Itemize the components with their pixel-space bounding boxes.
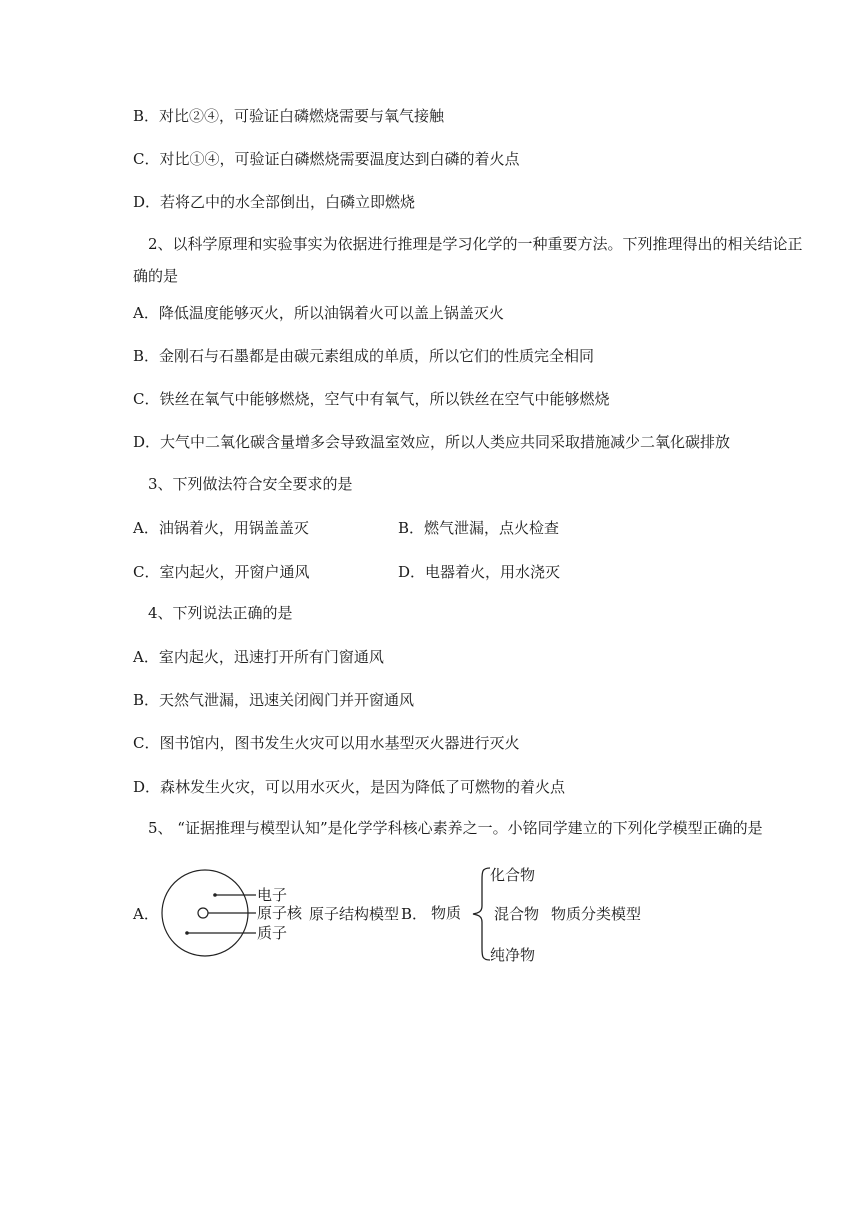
- q2-option-a: A．降低温度能够灭火，所以油锅着火可以盖上锅盖灭火: [133, 304, 504, 322]
- q1-option-c: C．对比①④，可验证白磷燃烧需要温度达到白磷的着火点: [133, 150, 520, 168]
- q1-option-d: D．若将乙中的水全部倒出，白磷立即燃烧: [133, 193, 416, 211]
- q5-option-b-caption: 物质分类模型: [551, 905, 642, 923]
- q1-option-b: B．对比②④，可验证白磷燃烧需要与氧气接触: [133, 107, 445, 125]
- matter-child-pure: 纯净物: [490, 946, 536, 964]
- q2-option-b: B．金刚石与石墨都是由碳元素组成的单质，所以它们的性质完全相同: [133, 347, 595, 365]
- q3-option-b: B．燃气泄漏，点火检查: [398, 519, 560, 537]
- atom-nucleus-circle: [198, 908, 208, 918]
- q2-stem: 2、以科学原理和实验事实为依据进行推理是学习化学的一种重要方法。下列推理得出的相关结论正确的是: [133, 235, 803, 285]
- q5-option-a-caption: 原子结构模型: [309, 905, 400, 923]
- q4-stem: 4、下列说法正确的是: [148, 604, 293, 622]
- matter-child-mixture: 混合物: [494, 905, 540, 923]
- atom-label-proton: 质子: [257, 924, 288, 942]
- q2-option-d: D．大气中二氧化碳含量增多会导致温室效应，所以人类应共同采取措施减少二氧化碳排放: [133, 433, 731, 451]
- q5-stem: 5、 “证据推理与模型认知”是化学学科核心素养之一。小铭同学建立的下列化学模型正确的是: [148, 819, 763, 837]
- q4-option-a: A．室内起火，迅速打开所有门窗通风: [133, 648, 384, 666]
- q5-option-a-letter: A．: [133, 905, 159, 923]
- q4-option-b: B．天然气泄漏，迅速关闭阀门并开窗通风: [133, 691, 415, 709]
- q4-option-c: C．图书馆内，图书发生火灾可以用水基型灭火器进行灭火: [133, 734, 520, 752]
- atom-label-electron: 电子: [257, 886, 288, 904]
- q3-stem: 3、下列做法符合安全要求的是: [148, 475, 353, 493]
- atom-structure-diagram: [160, 865, 260, 965]
- q2-option-c: C．铁丝在氧气中能够燃烧，空气中有氧气，所以铁丝在空气中能够燃烧: [133, 390, 610, 408]
- matter-child-compound: 化合物: [490, 866, 536, 884]
- q3-option-c: C．室内起火，开窗户通风: [133, 563, 310, 581]
- matter-root-label: 物质: [431, 904, 462, 922]
- q5-option-b-letter: B．: [401, 905, 428, 923]
- atom-label-nucleus: 原子核: [257, 904, 303, 922]
- q4-option-d: D．森林发生火灾，可以用水灭火，是因为降低了可燃物的着火点: [133, 778, 566, 796]
- q3-option-a: A．油锅着火，用锅盖盖灭: [133, 519, 309, 537]
- q3-option-d: D．电器着火，用水浇灭: [398, 563, 561, 581]
